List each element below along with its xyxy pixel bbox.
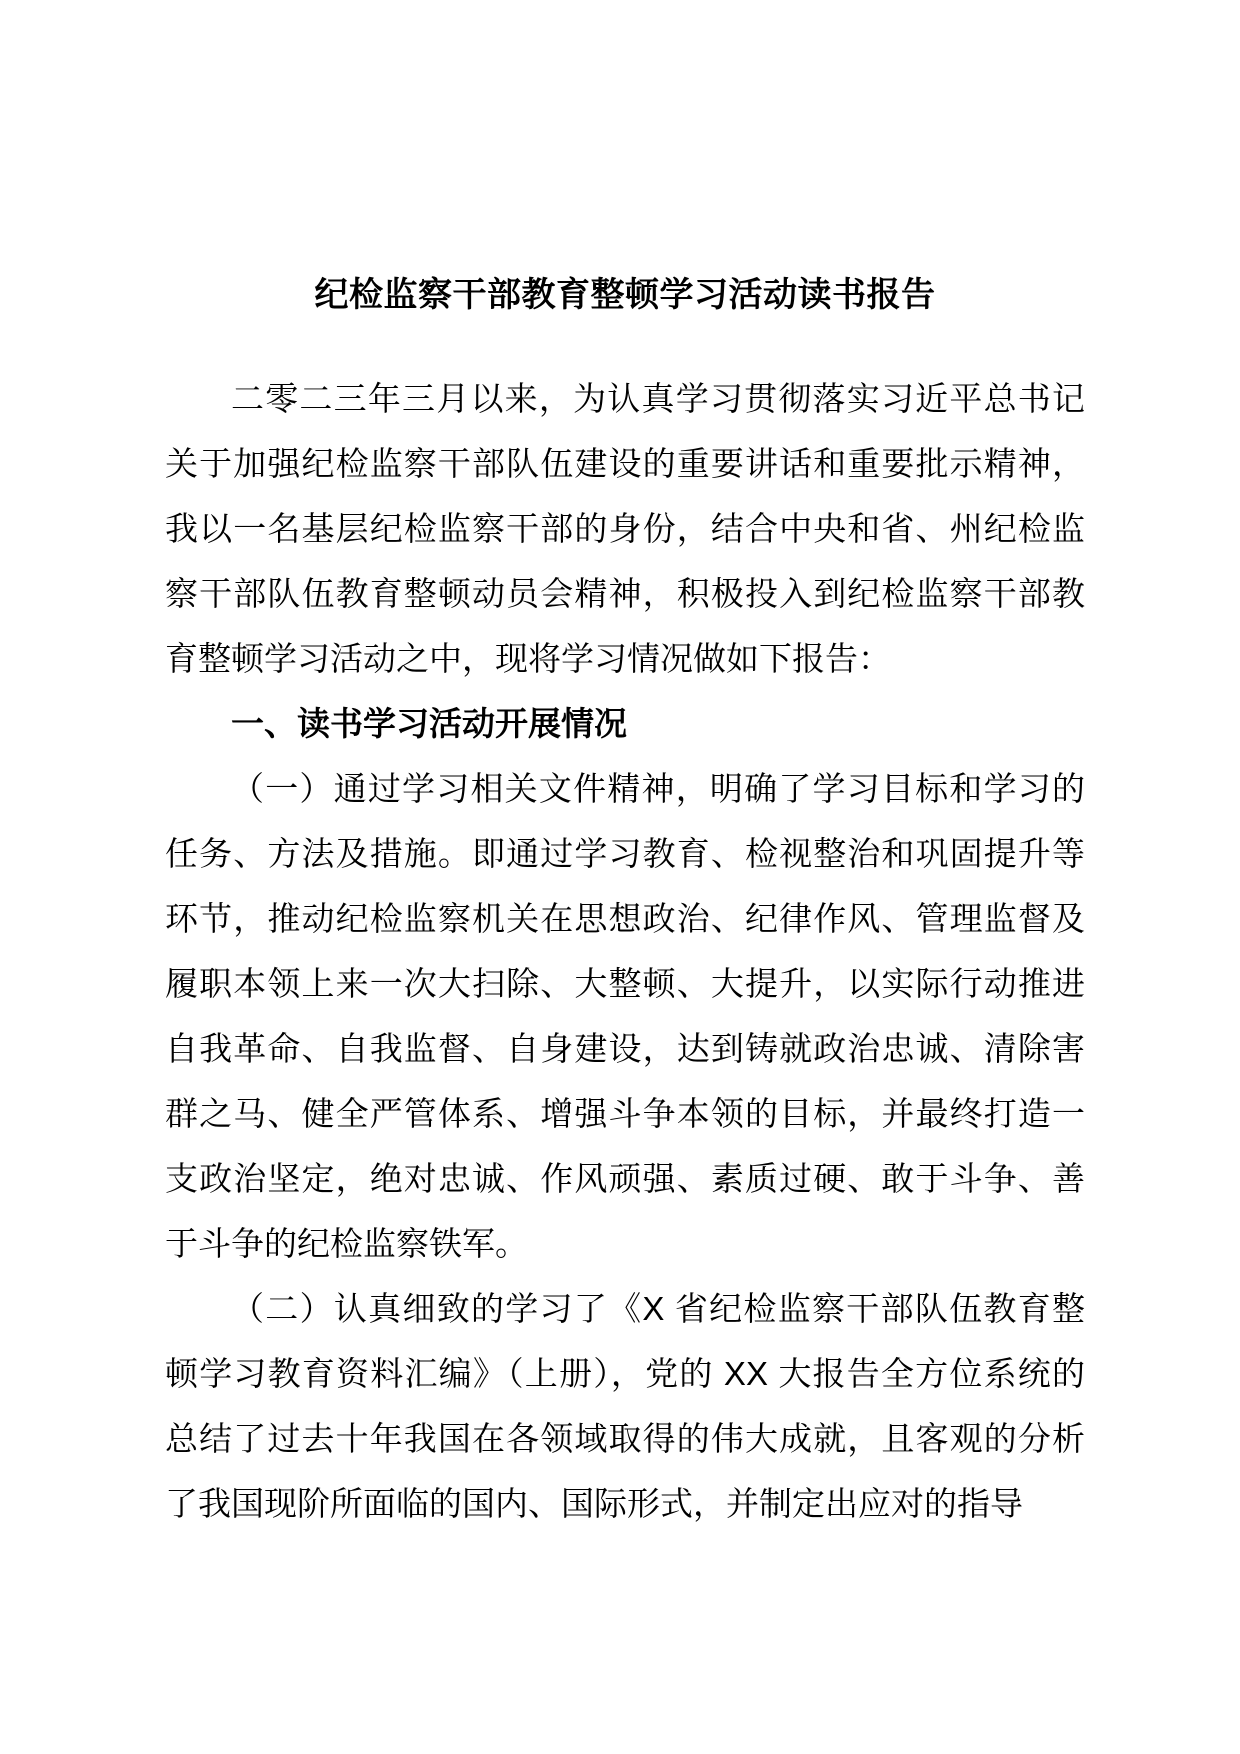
paragraph-section1-point2: （二）认真细致的学习了《X 省纪检监察干部队伍教育整顿学习教育资料汇编》（上册），党的 XX 大报告全方位系统的总结了过去十年我国在各领域取得的伟大成就，且客观的分析了我国现阶所面临的国内、国际形式，并制定出应对的指导 <box>165 1290 1085 1522</box>
section-heading-reading-activity: 一、读书学习活动开展情况 <box>231 705 627 742</box>
document-title: 纪检监察干部教育整顿学习活动读书报告 <box>314 276 936 314</box>
paragraph-intro: 二零二三年三月以来，为认真学习贯彻落实习近平总书记关于加强纪检监察干部队伍建设的重要讲话和重要批示精神，我以一名基层纪检监察干部的身份，结合中央和省、州纪检监察干部队伍教育整顿动员会精神，积极投入到纪检监察干部教育整顿学习活动之中，现将学习情况做如下报告： <box>165 380 1085 677</box>
document-body <box>165 366 1085 1536</box>
paragraph-section1-point1: （一）通过学习相关文件精神，明确了学习目标和学习的任务、方法及措施。即通过学习教育、检视整治和巩固提升等环节，推动纪检监察机关在思想政治、纪律作风、管理监督及履职本领上来一次大扫除、大整顿、大提升，以实际行动推进自我革命、自我监督、自身建设，达到铸就政治忠诚、清除害群之马、健全严管体系、增强斗争本领的目标，并最终打造一支政治坚定，绝对忠诚、作风顽强、素质过硬、敢于斗争、善于斗争的纪检监察铁军。 <box>165 770 1085 1262</box>
